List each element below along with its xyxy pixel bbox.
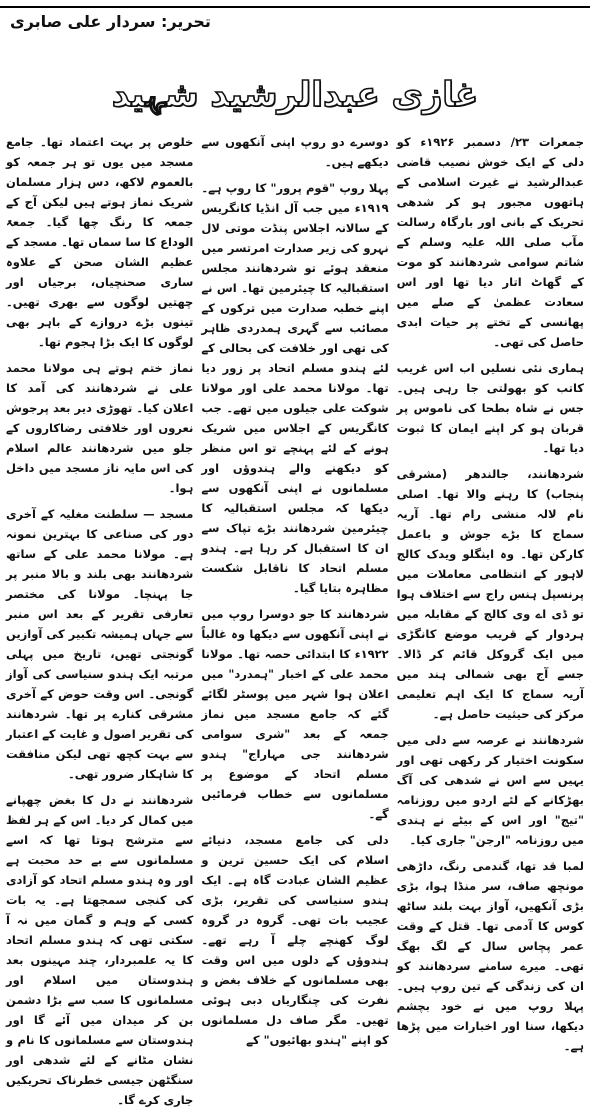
paragraph: شردھانند نے عرصہ سے دلی میں سکونت اختیار کر رکھی تھی اور یہیں سے اس نے شدھی کی آگ بھڑکانے کے لئے اردو میں روزنامہ "تیج" اور اس کے بیٹے نے ہندی میں روزنامہ "ارجن" جاری کیا۔ xyxy=(396,733,584,847)
headline-container xyxy=(0,66,590,122)
paragraph: شردھانند نے دل کا بغض چھپانے میں کمال کر دیا۔ اس کے ہر لفظ سے مترشح ہوتا تھا کہ اسے مسلمانوں سے بے حد محبت ہے اور وہ ہندو مسلم اتحاد کو آزادی کی کنجی سمجھتا ہے۔ یہ بات کسی کے وہم و گمان میں نہ آ سکتی تھی کہ ہندو مسلم اتحاد کا یہ علمبردار، چند مہینوں بعد ہندوستان میں اسلام اور مسلمانوں کا سب سے بڑا دشمن بن کر میدان میں آئے گا اور ہندوستان سے مسلمانوں کا نام و نشان مٹانے کے لئے شدھی اور سنگٹھن جیسی خطرناک تحریکیں جاری کرے گا۔ xyxy=(6,793,194,1107)
paragraph: مسجد — سلطنت مغلیہ کے آخری دور کی صناعی کا بہترین نمونہ ہے۔ مولانا محمد علی کے ساتھ شردھانند بھی بلند و بالا منبر پر جا پہنچا۔ مولانا کی مختصر تعارفی تقریر کے بعد اس منبر سے جہاں ہمیشہ تکبیر کی آوازیں گونجتی تھیں، تاریخ میں پہلی مرتبہ ایک ہندو سنیاسی کی آواز گونجی۔ اس وقت حوض کے آخری مشرقی کنارے پر تھا۔ شردھانند کی تقریر اصول و غایت کے اعتبار سے بہت کچھ تھی لیکن منافقت کا شاہکار ضرور تھی۔ xyxy=(6,507,194,781)
paragraph: لمبا قد تھا، گندمی رنگ، داڑھی مونچھ صاف، سر منڈا ہوا، بڑی بڑی آنکھیں، آواز بہت بلند ساٹھ کوس کا آدمی تھا۔ قتل کے وقت عمر پچاس سال کے لگ بھگ تھی۔ میرے سامنے سردھانند کو ان کی زندگی کے تین روپ ہیں۔ پہلا روپ میں نے خود بچشم دیکھا، سنا اور اخبارات میں پڑھا ہے۔ xyxy=(396,859,584,1053)
paragraph: جمعرات ۲۳/ دسمبر ۱۹۲۶ء کو دلی کے ایک خوش نصیب قاضی عبدالرشید نے غیرت اسلامی کے ہاتھوں مجبور ہو کر شدھی تحریک کے بانی اور بارگاہ رسالت مآب صلی اللہ علیہ وسلم کے شاتم سوامی شردھانند کو موت کے گھاٹ اتار دیا تھا اور اس سعادت عظمیٰ کے صلے میں پھانسی کے تختے پر حیات ابدی حاصل کی تھی۔ xyxy=(396,135,584,349)
paragraph: دلی کی جامع مسجد، دنیائے اسلام کی ایک حسین ترین و عظیم الشان عبادت گاہ ہے۔ ایک ہندو سنیاسی کی تقریر، بڑی عجیب بات تھی۔ گروہ در گروہ لوگ کھنچے چلے آ رہے تھے۔ ہندوؤں کے دلوں میں اس وقت بھی مسلمانوں کے خلاف بغض و نفرت کی چنگاریاں دبی ہوئی تھیں۔ مگر صاف دل مسلمانوں کو اپنے "ہندو بھائیوں" کے xyxy=(201,833,389,1047)
author-byline: تحریر: سردار علی صابری xyxy=(10,12,211,31)
top-divider xyxy=(0,0,590,8)
article-headline: غازی عبدالرشید شہید xyxy=(111,74,479,115)
paragraph: خلوص پر بہت اعتماد تھا۔ جامع مسجد میں یوں تو ہر جمعہ کو بالعموم لاکھ، دس ہزار مسلمان شریک نماز ہوتے ہیں لیکن آج کے جمعہ کا رنگ چھا گیا۔ جمعۃ الوداع کا سا سماں تھا۔ مسجد کے عظیم الشان صحن کے علاوہ ساری صحنچیاں، برجیاں اور چھتیں لوگوں سے بھری تھیں۔ تینوں بڑے دروازے کے باہر بھی لوگوں کا ایک بڑا ہجوم تھا۔ xyxy=(6,135,194,349)
column-left xyxy=(6,132,194,1107)
paragraph: ہماری نئی نسلیں اب اس غریب کاتب کو بھولتی جا رہی ہیں۔ جس نے شاہ بطحا کی ناموس پر قربان ہو کر اپنے ایمان کا ثبوت دیا تھا۔ xyxy=(396,361,584,455)
paragraph: پہلا روپ "قوم پرور" کا روپ ہے۔ ۱۹۱۹ء میں جب آل انڈیا کانگریس کے سالانہ اجلاس پنڈت موتی لال نہرو کی زیر صدارت امرتسر میں منعقد ہوئے تو شردھانند مجلس استقبالیہ کا چیئرمین تھا۔ اس نے اپنے خطبہ صدارت میں ترکوں کے مصائب سے گہری ہمدردی ظاہر کی تھی اور خلافت کی بحالی کے لئے ہندو مسلم اتحاد پر زور دیا تھا۔ مولانا محمد علی اور مولانا شوکت علی جیلوں میں تھے۔ جب کانگریس کے اجلاس میں شریک ہونے کے لئے پہنچے تو اس منظر کو دیکھنے والے ہندوؤں اور مسلمانوں نے اپنی آنکھوں سے دیکھا کہ مجلس استقبالیہ کا چیئرمین شردھانند بڑے تپاک سے ان کا استقبال کر رہا ہے۔ ہندو مسلم اتحاد کا ناقابل شکست مظاہرہ بتایا گیا۔ xyxy=(201,181,389,595)
article-columns xyxy=(6,132,584,1107)
column-right xyxy=(396,132,584,1053)
paragraph: نماز ختم ہوتے ہی مولانا محمد علی نے شردھانند کی آمد کا اعلان کیا۔ تھوڑی دیر بعد پرجوش نعروں اور خلافتی رضاکاروں کے جلو میں شردھانند عالم اسلام کی اس مایہ ناز مسجد میں داخل ہوا۔ xyxy=(6,361,194,495)
paragraph: دوسرے دو روپ اپنی آنکھوں سے دیکھے ہیں۔ xyxy=(201,135,389,169)
column-middle xyxy=(201,132,389,1047)
paragraph: شردھانند، جالندھر (مشرقی پنجاب) کا رہنے والا تھا۔ اصلی نام لالہ منشی رام تھا۔ آریہ سماج کا بڑے جوش و باعمل کارکن تھا۔ وہ اینگلو ویدک کالج لاہور کے انتظامی معاملات میں پرنسپل ہنس راج سے اختلاف ہوا تو ڈی اے وی کالج کے مقابلہ میں ہردوار کے قریب موضع کانگڑی میں ایک گروکل قائم کر ڈالا۔ جسے آج بھی شمالی ہند میں آریہ سماج کا ایک اہم تعلیمی مرکز کی حیثیت حاصل ہے۔ xyxy=(396,467,584,721)
paragraph: شردھانند کا جو دوسرا روپ میں نے اپنی آنکھوں سے دیکھا وہ غالباً ۱۹۲۲ء کا ابتدائی حصہ تھا۔ مولانا محمد علی کے اخبار "ہمدرد" میں اعلان ہوا شہر میں پوسٹر لگائے گئے کہ جامع مسجد میں نماز جمعہ کے بعد "شری سوامی شردھانند جی مہاراج" ہندو مسلم اتحاد کے موضوع پر مسلمانوں سے خطاب فرمائیں گے۔ xyxy=(201,607,389,821)
